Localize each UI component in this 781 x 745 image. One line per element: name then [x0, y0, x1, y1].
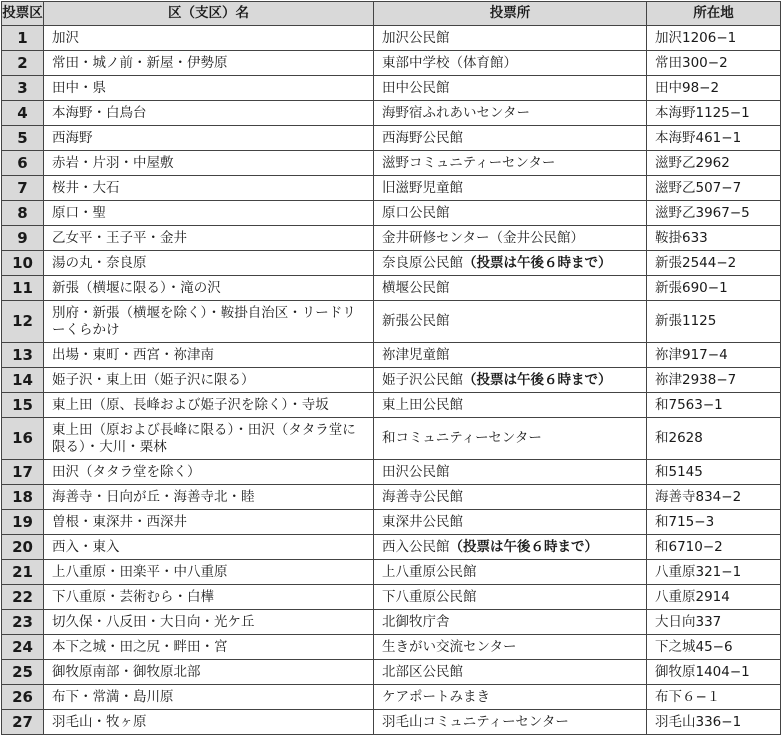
polling-place-cell — [374, 485, 647, 510]
voting-hours-note: （投票は午後６時まで） — [463, 371, 612, 388]
polling-place-name: 田沢公民館 — [382, 463, 450, 480]
table-row — [2, 418, 781, 460]
area-name-cell: 姫子沢・東上田（姫子沢に限る） — [44, 368, 374, 393]
area-name-cell: 桜井・大石 — [44, 176, 374, 201]
district-number-cell: 9 — [2, 226, 44, 251]
table-row — [2, 585, 781, 610]
polling-place-name: 北部区公民館 — [382, 663, 463, 680]
address-cell: 新張1125 — [647, 301, 781, 343]
polling-place-name: ケアポートみまき — [382, 688, 490, 705]
area-name-cell: 原口・聖 — [44, 201, 374, 226]
district-number-cell: 16 — [2, 418, 44, 460]
area-name-cell: 東上田（原、長峰および姫子沢を除く）・寺坂 — [44, 393, 374, 418]
district-number-cell: 21 — [2, 560, 44, 585]
address-cell: 八重原2914 — [647, 585, 781, 610]
address-cell: 滋野乙2962 — [647, 151, 781, 176]
address-cell: 加沢1206−1 — [647, 26, 781, 51]
area-name-cell: 常田・城ノ前・新屋・伊勢原 — [44, 51, 374, 76]
table-row — [2, 301, 781, 343]
address-cell: 和2628 — [647, 418, 781, 460]
table-row — [2, 51, 781, 76]
polling-place-cell — [374, 76, 647, 101]
table-row — [2, 151, 781, 176]
district-number-cell: 12 — [2, 301, 44, 343]
polling-stations-table — [1, 1, 781, 735]
polling-place-cell — [374, 126, 647, 151]
polling-place-cell — [374, 710, 647, 735]
polling-place-name: 北御牧庁舎 — [382, 613, 450, 630]
district-number-cell: 2 — [2, 51, 44, 76]
district-number-cell: 25 — [2, 660, 44, 685]
table-row — [2, 176, 781, 201]
area-name-cell: 本海野・白鳥台 — [44, 101, 374, 126]
polling-place-name: 新張公民館 — [382, 313, 450, 329]
area-name-cell: 海善寺・日向が丘・海善寺北・睦 — [44, 485, 374, 510]
polling-place-name: 下八重原公民館 — [382, 588, 477, 605]
address-cell: 新張2544−2 — [647, 251, 781, 276]
area-name-cell: 田沢（タタラ堂を除く） — [44, 460, 374, 485]
district-number-cell: 1 — [2, 26, 44, 51]
polling-place-name: 海野宿ふれあいセンター — [382, 104, 530, 121]
polling-place-cell — [374, 151, 647, 176]
polling-place-name: 上八重原公民館 — [382, 563, 477, 580]
polling-place-name: 海善寺公民館 — [382, 488, 463, 505]
polling-place-cell — [374, 226, 647, 251]
polling-place-name: 原口公民館 — [382, 204, 450, 221]
area-name-cell: 東上田（原および長峰に限る）・田沢（タタラ堂に限る）・大川・栗林 — [44, 418, 374, 460]
address-cell: 祢津917−4 — [647, 343, 781, 368]
polling-place-cell — [374, 510, 647, 535]
table-row — [2, 485, 781, 510]
table-row — [2, 660, 781, 685]
table-row — [2, 685, 781, 710]
table-row — [2, 276, 781, 301]
table-row — [2, 535, 781, 560]
address-cell: 祢津2938−7 — [647, 368, 781, 393]
address-cell: 海善寺834−2 — [647, 485, 781, 510]
polling-place-name: 和コミュニティーセンター — [382, 430, 542, 446]
area-name-cell: 西入・東入 — [44, 535, 374, 560]
voting-hours-note: （投票は午後６時まで） — [463, 254, 612, 271]
district-number-cell: 20 — [2, 535, 44, 560]
district-number-cell: 13 — [2, 343, 44, 368]
polling-place-name: 西海野公民館 — [382, 129, 463, 146]
table-row — [2, 510, 781, 535]
table-row — [2, 201, 781, 226]
address-cell: 八重原321−1 — [647, 560, 781, 585]
polling-place-name: 姫子沢公民館 — [382, 371, 463, 388]
district-number-cell: 10 — [2, 251, 44, 276]
address-cell: 御牧原1404−1 — [647, 660, 781, 685]
address-cell: 下之城45−6 — [647, 635, 781, 660]
district-number-cell: 17 — [2, 460, 44, 485]
district-number-cell: 5 — [2, 126, 44, 151]
area-name-cell: 本下之城・田之尻・畔田・宮 — [44, 635, 374, 660]
polling-place-cell — [374, 418, 647, 460]
polling-place-name: 西入公民館 — [382, 538, 450, 555]
polling-place-cell — [374, 301, 647, 343]
area-name-cell: 湯の丸・奈良原 — [44, 251, 374, 276]
district-number-cell: 26 — [2, 685, 44, 710]
polling-place-name: 東上田公民館 — [382, 396, 463, 413]
polling-place-cell — [374, 535, 647, 560]
district-number-cell: 11 — [2, 276, 44, 301]
address-cell: 布下６−１ — [647, 685, 781, 710]
polling-place-cell — [374, 276, 647, 301]
table-row — [2, 226, 781, 251]
table-row — [2, 635, 781, 660]
district-number-cell: 14 — [2, 368, 44, 393]
polling-place-cell — [374, 368, 647, 393]
polling-place-name: 田中公民館 — [382, 79, 450, 96]
area-name-cell: 赤岩・片羽・中屋敷 — [44, 151, 374, 176]
area-name-cell: 羽毛山・牧ヶ原 — [44, 710, 374, 735]
polling-place-cell — [374, 343, 647, 368]
polling-place-name: 東部中学校（体育館） — [382, 54, 517, 71]
table-row — [2, 101, 781, 126]
table-row — [2, 610, 781, 635]
table-row — [2, 710, 781, 735]
address-cell: 滋野乙3967−5 — [647, 201, 781, 226]
area-name-cell: 別府・新張（横堰を除く）・鞍掛自治区・リードリーくらかけ — [44, 301, 374, 343]
area-name-cell: 曽根・東深井・西深井 — [44, 510, 374, 535]
address-cell: 和6710−2 — [647, 535, 781, 560]
area-name-cell: 布下・常満・島川原 — [44, 685, 374, 710]
table-row — [2, 393, 781, 418]
address-cell: 大日向337 — [647, 610, 781, 635]
area-name-cell: 御牧原南部・御牧原北部 — [44, 660, 374, 685]
address-cell: 滋野乙507−7 — [647, 176, 781, 201]
address-cell: 常田300−2 — [647, 51, 781, 76]
polling-place-cell — [374, 51, 647, 76]
address-cell: 新張690−1 — [647, 276, 781, 301]
header-district-number: 投票区 — [2, 2, 44, 26]
area-name-cell: 加沢 — [44, 26, 374, 51]
polling-place-cell — [374, 585, 647, 610]
area-name-cell: 上八重原・田楽平・中八重原 — [44, 560, 374, 585]
header-area-name: 区（支区）名 — [44, 2, 374, 26]
polling-place-cell — [374, 610, 647, 635]
district-number-cell: 22 — [2, 585, 44, 610]
polling-place-cell — [374, 101, 647, 126]
district-number-cell: 23 — [2, 610, 44, 635]
table-row — [2, 126, 781, 151]
header-polling-place: 投票所 — [374, 2, 647, 26]
area-name-cell: 出場・東町・西宮・祢津南 — [44, 343, 374, 368]
table-row — [2, 251, 781, 276]
table-row — [2, 343, 781, 368]
address-cell: 本海野461−1 — [647, 126, 781, 151]
area-name-cell: 切久保・八反田・大日向・光ケ丘 — [44, 610, 374, 635]
table-row — [2, 26, 781, 51]
district-number-cell: 24 — [2, 635, 44, 660]
polling-place-name: 東深井公民館 — [382, 513, 463, 530]
area-name-cell: 下八重原・芸術むら・白樺 — [44, 585, 374, 610]
table-row — [2, 368, 781, 393]
polling-place-cell — [374, 560, 647, 585]
district-number-cell: 18 — [2, 485, 44, 510]
district-number-cell: 27 — [2, 710, 44, 735]
table-row — [2, 76, 781, 101]
area-name-cell: 新張（横堰に限る）・滝の沢 — [44, 276, 374, 301]
table-row — [2, 460, 781, 485]
address-cell: 田中98−2 — [647, 76, 781, 101]
address-cell: 本海野1125−1 — [647, 101, 781, 126]
polling-place-cell — [374, 460, 647, 485]
polling-place-cell — [374, 393, 647, 418]
polling-place-cell — [374, 251, 647, 276]
address-cell: 羽毛山336−1 — [647, 710, 781, 735]
voting-hours-note: （投票は午後６時まで） — [449, 538, 598, 555]
address-cell: 和5145 — [647, 460, 781, 485]
district-number-cell: 4 — [2, 101, 44, 126]
polling-place-cell — [374, 635, 647, 660]
polling-place-name: 羽毛山コミュニティーセンター — [382, 713, 569, 730]
polling-place-name: 旧滋野児童館 — [382, 179, 463, 196]
polling-place-cell — [374, 660, 647, 685]
polling-place-name: 祢津児童館 — [382, 346, 450, 363]
area-name-cell: 乙女平・王子平・金井 — [44, 226, 374, 251]
table-row — [2, 560, 781, 585]
district-number-cell: 7 — [2, 176, 44, 201]
area-name-cell: 西海野 — [44, 126, 374, 151]
polling-place-cell — [374, 176, 647, 201]
table-header-row — [2, 2, 781, 26]
polling-place-cell — [374, 201, 647, 226]
polling-place-name: 生きがい交流センター — [382, 638, 517, 655]
district-number-cell: 8 — [2, 201, 44, 226]
polling-place-cell — [374, 26, 647, 51]
polling-place-name: 横堰公民館 — [382, 279, 450, 296]
district-number-cell: 6 — [2, 151, 44, 176]
polling-place-name: 加沢公民館 — [382, 29, 450, 46]
polling-place-name: 奈良原公民館 — [382, 254, 463, 271]
address-cell: 鞍掛633 — [647, 226, 781, 251]
polling-place-name: 滋野コミュニティーセンター — [382, 154, 556, 171]
polling-place-cell — [374, 685, 647, 710]
district-number-cell: 3 — [2, 76, 44, 101]
header-address: 所在地 — [647, 2, 781, 26]
district-number-cell: 19 — [2, 510, 44, 535]
polling-place-name: 金井研修センター（金井公民館） — [382, 229, 584, 246]
district-number-cell: 15 — [2, 393, 44, 418]
address-cell: 和7563−1 — [647, 393, 781, 418]
address-cell: 和715−3 — [647, 510, 781, 535]
area-name-cell: 田中・県 — [44, 76, 374, 101]
